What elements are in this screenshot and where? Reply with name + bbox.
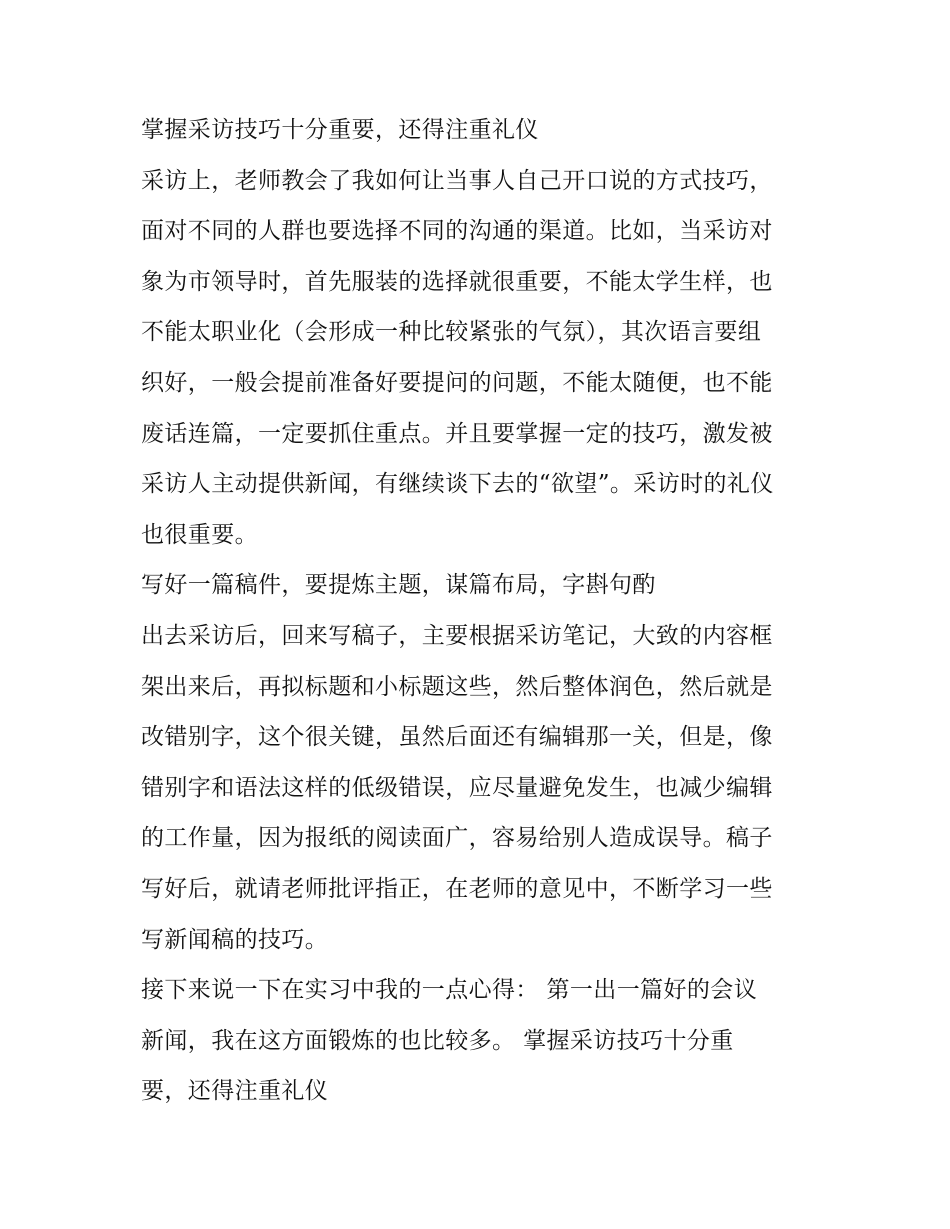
- text-line: 接下来说一下在实习中我的一点心得： 第一出一篇好的会议: [141, 977, 758, 1004]
- text-line: 象为市领导时，首先服装的选择就很重要，不能太学生样，也: [141, 268, 773, 295]
- text-line: 写新闻稿的技巧。: [141, 926, 329, 953]
- paragraph-internship-reflection: [141, 965, 821, 1117]
- text-line: 采访上，老师教会了我如何让当事人自己开口说的方式技巧，: [141, 167, 773, 194]
- paragraph-interview-skills: [141, 156, 821, 561]
- heading-interview-etiquette: [141, 105, 821, 156]
- text-line: 面对不同的人群也要选择不同的沟通的渠道。比如，当采访对: [141, 218, 773, 245]
- text-line: 改错别字，这个很关键，虽然后面还有编辑那一关，但是，像: [141, 724, 773, 751]
- text-line: 也很重要。: [141, 521, 258, 548]
- text-line: 新闻，我在这方面锻炼的也比较多。 掌握采访技巧十分重: [141, 1027, 734, 1054]
- document-body: [141, 105, 821, 1117]
- text-line: 错别字和语法这样的低级错误，应尽量避免发生，也减少编辑: [141, 774, 773, 801]
- heading-writing-drafts: [141, 560, 821, 611]
- text-line: 织好，一般会提前准备好要提问的问题，不能太随便，也不能: [141, 369, 773, 396]
- paragraph-writing-process: [141, 611, 821, 965]
- text-line: 架出来后，再拟标题和小标题这些，然后整体润色，然后就是: [141, 673, 773, 700]
- text-line: 废话连篇，一定要抓住重点。并且要掌握一定的技巧，激发被: [141, 420, 773, 447]
- text-line: 要，还得注重礼仪: [141, 1078, 329, 1105]
- text-line: 不能太职业化（会形成一种比较紧张的气氛），其次语言要组: [141, 319, 762, 346]
- text-line: 采访人主动提供新闻，有继续谈下去的“欲望”。采访时的礼仪: [141, 471, 774, 498]
- text-line: 写好一篇稿件，要提炼主题，谋篇布局，字斟句酌: [141, 572, 656, 599]
- text-line: 的工作量，因为报纸的阅读面广，容易给别人造成误导。稿子: [141, 825, 773, 852]
- text-line: 写好后，就请老师批评指正，在老师的意见中，不断学习一些: [141, 875, 773, 902]
- text-line: 出去采访后，回来写稿子，主要根据采访笔记，大致的内容框: [141, 622, 773, 649]
- text-line: 掌握采访技巧十分重要，还得注重礼仪: [141, 117, 539, 143]
